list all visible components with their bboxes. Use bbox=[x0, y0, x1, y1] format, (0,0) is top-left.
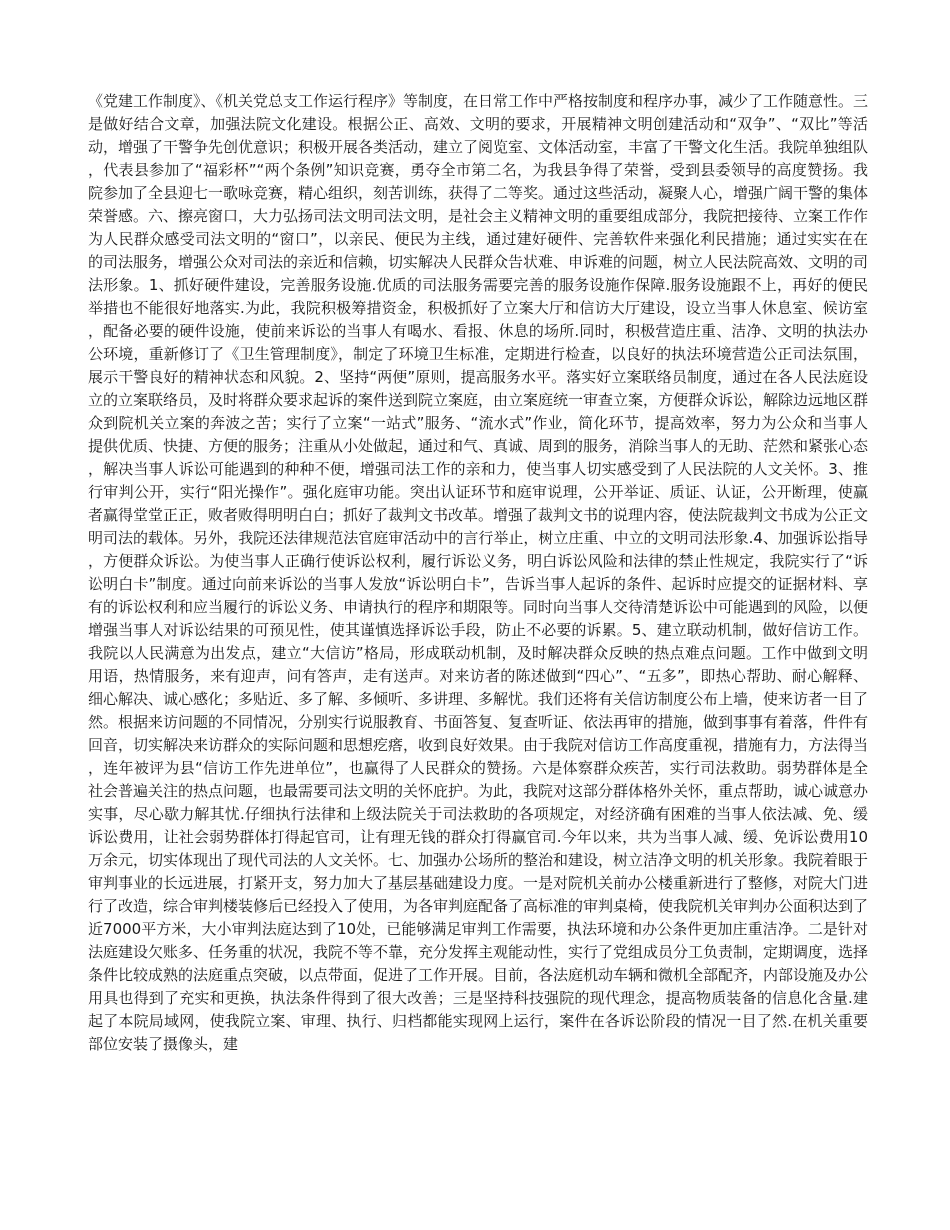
body-paragraph: 《党建工作制度》、《机关党总支工作运行程序》等制度，在日常工作中严格按制度和程序办事，减少了工作随意性。三是做好结合文章，加强法院文化建设。根据公正、高效、文明的要求，开展精神文明创建活动和“双争”、“双比”等活动，增强了干警争先创优意识；积极开展各类活动，建立了阅览室、文体活动室，丰富了干警文化生活。我院单独组队，代表县参加了“福彩杯”“两个条例”知识竞赛，勇夺全市第二名，为我县争得了荣誉，受到县委领导的高度赞扬。我院参加了全县迎七一歌咏竞赛，精心组织，刻苦训练，获得了二等奖。通过这些活动，凝聚人心，增强广阔干警的集体荣誉感。六、擦亮窗口，大力弘扬司法文明司法文明，是社会主义精神文明的重要组成部分，我院把接待、立案工作作为人民群众感受司法文明的“窗口”，以亲民、便民为主线，通过建好硬件、完善软件来强化利民措施；通过实实在在的司法服务，增强公众对司法的亲近和信赖，切实解决人民群众告状难、申诉难的问题，树立人民法院高效、文明的司法形象。1、抓好硬件建设，完善服务设施.优质的司法服务需要完善的服务设施作保障.服务设施跟不上，再好的便民举措也不能很好地落实.为此，我院积极筹措资金，积极抓好了立案大厅和信访大厅建设，设立当事人休息室、候访室，配备必要的硬件设施，使前来诉讼的当事人有喝水、看报、休息的场所.同时，积极营造庄重、洁净、文明的执法办公环境，重新修订了《卫生管理制度》，制定了环境卫生标准，定期进行检查，以良好的执法环境营造公正司法氛围，展示干警良好的精神状态和风貌。2、坚持“两便”原则，提高服务水平。落实好立案联络员制度，通过在各人民法庭设立的立案联络员，及时将群众要求起诉的案件送到院立案庭，由立案庭统一审查立案，方便群众诉讼，解除边远地区群众到院机关立案的奔波之苦；实行了立案“一站式”服务、“流水式”作业，简化环节，提高效率，努力为公众和当事人提供优质、快捷、方便的服务；注重从小处做起，通过和气、真诚、周到的服务，消除当事人的无助、茫然和紧张心态，解决当事人诉讼可能遇到的种种不便，增强司法工作的亲和力，使当事人切实感受到了人民法院的人文关怀。3、推行审判公开，实行“阳光操作”。强化庭审功能。突出认证环节和庭审说理，公开举证、质证、认证，公开断理，使赢者赢得堂堂正正，败者败得明明白白；抓好了裁判文书改革。增强了裁判文书的说理内容，使法院裁判文书成为公正文明司法的载体。另外，我院还法律规范法官庭审活动中的言行举止，树立庄重、中立的文明司法形象.4、加强诉讼指导，方便群众诉讼。为使当事人正确行使诉讼权利，履行诉讼义务，明白诉讼风险和法律的禁止性规定，我院实行了“诉讼明白卡”制度。通过向前来诉讼的当事人发放“诉讼明白卡”，告诉当事人起诉的条件、起诉时应提交的证据材料、享有的诉讼权利和应当履行的诉讼义务、申请执行的程序和期限等。同时向当事人交待清楚诉讼中可能遇到的风险，以便增强当事人对诉讼结果的可预见性，使其谨慎选择诉讼手段，防止不必要的诉累。5、建立联动机制，做好信访工作。我院以人民满意为出发点，建立“大信访”格局，形成联动机制，及时解决群众反映的热点难点问题。工作中做到文明用语，热情服务，来有迎声，问有答声，走有送声。对来访者的陈述做到“四心”、“五多”，即热心帮助、耐心解释、细心解决、诚心感化；多贴近、多了解、多倾听、多讲理、多解忧。我们还将有关信访制度公布上墙，使来访者一目了然。根据来访问题的不同情况，分别实行说服教育、书面答复、复查听证、依法再审的措施，做到事事有着落，件件有回音，切实解决来访群众的实际问题和思想疙瘩，收到良好效果。由于我院对信访工作高度重视，措施有力，方法得当，连年被评为县“信访工作先进单位”，也赢得了人民群众的赞扬。六是体察群众疾苦，实行司法救助。弱势群体是全社会普遍关注的热点问题，也最需要司法文明的关怀庇护。为此，我院对这部分群体格外关怀，重点帮助，诚心诚意办实事，尽心歇力解其忧.仔细执行法律和上级法院关于司法救助的各项规定，对经济确有困难的当事人依法减、免、缓诉讼费用，让社会弱势群体打得起官司，让有理无钱的群众打得赢官司.今年以来，共为当事人减、缓、免诉讼费用10万余元，切实体现出了现代司法的人文关怀。七、加强办公场所的整治和建设，树立洁净文明的机关形象。我院着眼于审判事业的长远进展，打紧开支，努力加大了基层基础建设力度。一是对院机关前办公楼重新进行了整修，对院大门进行了改造，综合审判楼装修后已经投入了使用，为各审判庭配备了高标准的审判桌椅，使我院机关审判办公面积达到了近7000平方米，大小审判法庭达到了10处，已能够满足审判工作需要，执法环境和办公条件更加庄重洁净。二是针对法庭建设欠账多、任务重的状况，我院不等不靠，充分发挥主观能动性，实行了党组成员分工负责制，定期调度，选择条件比较成熟的法庭重点突破，以点带面，促进了工作开展。目前，各法庭机动车辆和微机全部配齐，内部设施及办公用具也得到了充实和更换，执法条件得到了很大改善；三是坚持科技强院的现代理念，提高物质装备的信息化含量.建起了本院局域网，使我院立案、审理、执行、归档都能实现网上运行，案件在各诉讼阶段的情况一目了然.在机关重要部位安装了摄像头，建 bbox=[88, 92, 869, 1053]
